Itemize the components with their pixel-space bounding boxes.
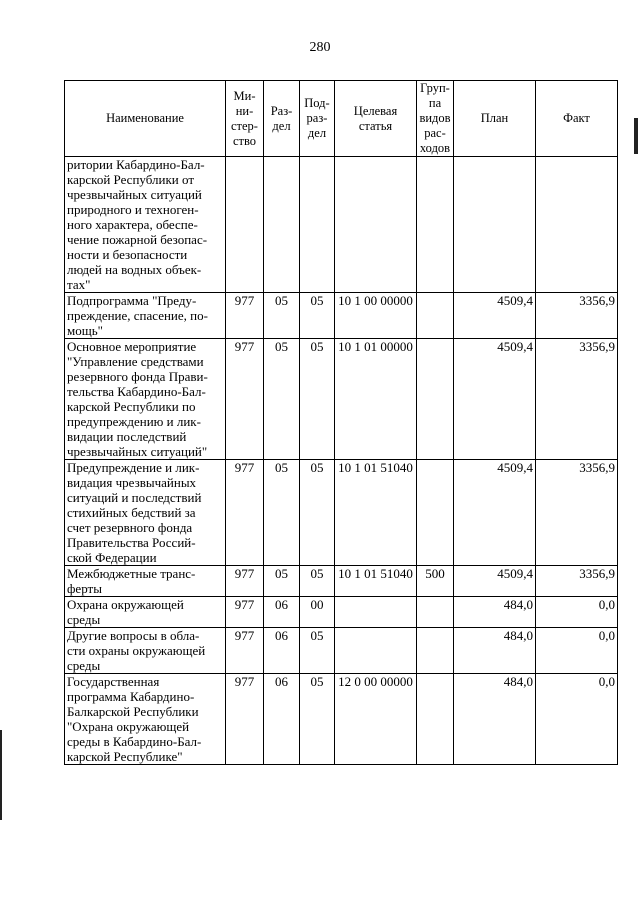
- scan-edge-mark-bottom: [0, 730, 2, 820]
- cell-group: [417, 157, 454, 293]
- cell-fact: 3356,9: [536, 460, 618, 566]
- cell-name: Предупреждение и лик- видация чрезвычайных ситуаций и последствий стихийных бедствий за счет резервного фонда Правительства Россий- ской Федерации: [65, 460, 226, 566]
- header-subsection: Под- раз- дел: [300, 81, 335, 157]
- cell-ministry: 977: [226, 566, 264, 597]
- cell-subsection: 00: [300, 597, 335, 628]
- cell-group: [417, 597, 454, 628]
- cell-section: [264, 157, 300, 293]
- cell-fact: 3356,9: [536, 293, 618, 339]
- table-row: [65, 339, 618, 460]
- cell-group: [417, 460, 454, 566]
- cell-section: 05: [264, 566, 300, 597]
- cell-name: Государственная программа Кабардино- Балкарской Республики "Охрана окружающей среды в Кабардино-Бал- карской Республике": [65, 674, 226, 765]
- cell-subsection: 05: [300, 566, 335, 597]
- scan-edge-mark-top: [634, 118, 638, 154]
- cell-name: Охрана окружающей среды: [65, 597, 226, 628]
- cell-target: 10 1 01 51040: [335, 566, 417, 597]
- cell-plan: 4509,4: [454, 460, 536, 566]
- cell-subsection: 05: [300, 293, 335, 339]
- cell-section: 06: [264, 597, 300, 628]
- cell-ministry: 977: [226, 293, 264, 339]
- table-row: [65, 157, 618, 293]
- header-plan: План: [454, 81, 536, 157]
- cell-group: [417, 293, 454, 339]
- cell-name: Другие вопросы в обла- сти охраны окружающей среды: [65, 628, 226, 674]
- cell-group: [417, 628, 454, 674]
- cell-target: [335, 157, 417, 293]
- header-fact: Факт: [536, 81, 618, 157]
- page-number: 280: [309, 40, 331, 55]
- cell-ministry: 977: [226, 628, 264, 674]
- cell-ministry: 977: [226, 339, 264, 460]
- header-row: [65, 81, 618, 157]
- cell-target: 10 1 00 00000: [335, 293, 417, 339]
- table-row: [65, 597, 618, 628]
- cell-target: 10 1 01 51040: [335, 460, 417, 566]
- cell-name: ритории Кабардино-Бал- карской Республики от чрезвычайных ситуаций природного и техноген- ного характера, обеспе- чение пожарной безопас- ности и безопасности людей на водных объек- тах": [65, 157, 226, 293]
- header-section: Раз- дел: [264, 81, 300, 157]
- cell-section: 06: [264, 674, 300, 765]
- cell-name: Межбюджетные транс- ферты: [65, 566, 226, 597]
- cell-section: 05: [264, 293, 300, 339]
- table-row: [65, 674, 618, 765]
- cell-plan: 484,0: [454, 597, 536, 628]
- table-row: [65, 566, 618, 597]
- cell-group: [417, 674, 454, 765]
- cell-group: 500: [417, 566, 454, 597]
- header-target: Целевая статья: [335, 81, 417, 157]
- cell-group: [417, 339, 454, 460]
- cell-fact: 3356,9: [536, 339, 618, 460]
- cell-ministry: [226, 157, 264, 293]
- cell-fact: 3356,9: [536, 566, 618, 597]
- cell-target: 12 0 00 00000: [335, 674, 417, 765]
- cell-plan: 484,0: [454, 628, 536, 674]
- cell-subsection: 05: [300, 460, 335, 566]
- cell-plan: 484,0: [454, 674, 536, 765]
- cell-subsection: 05: [300, 674, 335, 765]
- cell-plan: 4509,4: [454, 293, 536, 339]
- cell-plan: [454, 157, 536, 293]
- cell-subsection: 05: [300, 339, 335, 460]
- cell-target: 10 1 01 00000: [335, 339, 417, 460]
- cell-fact: 0,0: [536, 674, 618, 765]
- cell-ministry: 977: [226, 460, 264, 566]
- cell-plan: 4509,4: [454, 566, 536, 597]
- table-row: [65, 293, 618, 339]
- table-row: [65, 628, 618, 674]
- cell-target: [335, 628, 417, 674]
- cell-ministry: 977: [226, 674, 264, 765]
- cell-section: 05: [264, 460, 300, 566]
- header-ministry: Ми- ни- стер- ство: [226, 81, 264, 157]
- table-row: [65, 460, 618, 566]
- cell-plan: 4509,4: [454, 339, 536, 460]
- cell-target: [335, 597, 417, 628]
- cell-ministry: 977: [226, 597, 264, 628]
- header-name: Наименование: [65, 81, 226, 157]
- cell-subsection: [300, 157, 335, 293]
- cell-section: 05: [264, 339, 300, 460]
- cell-section: 06: [264, 628, 300, 674]
- header-group: Груп- па видов рас- ходов: [417, 81, 454, 157]
- cell-fact: 0,0: [536, 628, 618, 674]
- cell-fact: 0,0: [536, 597, 618, 628]
- cell-name: Основное мероприятие "Управление средствами резервного фонда Прави- тельства Кабардино-Бал- карской Республики по предупреждению и лик- видации последствий чрезвычайных ситуаций": [65, 339, 226, 460]
- cell-fact: [536, 157, 618, 293]
- cell-name: Подпрограмма "Преду- преждение, спасение, по- мощь": [65, 293, 226, 339]
- cell-subsection: 05: [300, 628, 335, 674]
- budget-table: [64, 80, 618, 765]
